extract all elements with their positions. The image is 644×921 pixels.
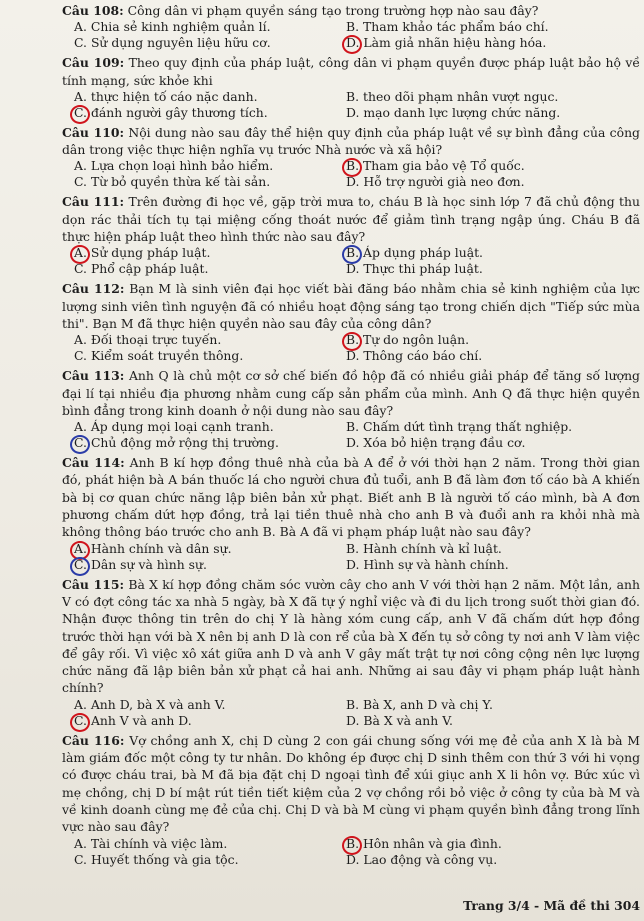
option-a[interactable]: A. Lựa chọn loại hình bảo hiểm. bbox=[74, 158, 274, 174]
option-a[interactable]: A. thực hiện tố cáo nặc danh. bbox=[74, 88, 258, 104]
option-d-circled[interactable]: D. Làm giả nhãn hiệu hàng hóa. bbox=[346, 35, 547, 51]
question-115 bbox=[62, 576, 640, 729]
option-a-circled[interactable]: A. Hành chính và dân sự. bbox=[74, 540, 232, 556]
option-d[interactable]: D. Xóa bỏ hiện trạng đầu cơ. bbox=[346, 435, 526, 451]
option-a-circled[interactable]: A. Sử dụng pháp luật. bbox=[74, 245, 211, 261]
option-d[interactable]: D. Lao động và công vụ. bbox=[346, 851, 498, 867]
question-112 bbox=[62, 280, 640, 364]
option-b-circled[interactable]: B. Áp dụng pháp luật. bbox=[346, 245, 483, 261]
options bbox=[62, 419, 640, 451]
question-stem: Câu 108: Công dân vi phạm quyền sáng tạo trong trường hợp nào sau đây? bbox=[62, 3, 539, 18]
option-c-circled[interactable]: C. đánh người gây thương tích. bbox=[74, 104, 268, 120]
question-113 bbox=[62, 367, 640, 451]
option-a[interactable]: A. Anh D, bà X và anh V. bbox=[74, 696, 226, 712]
option-a[interactable]: A. Áp dụng mọi loại cạnh tranh. bbox=[74, 419, 274, 435]
question-stem: Câu 110: Nội dung nào sau đây thể hiện quy định của pháp luật về sự bình đẳng của công dân trong việc thực hiện nghĩa vụ trước Nhà nước và xã hội? bbox=[62, 124, 640, 158]
option-b[interactable]: B. Chấm dứt tình trạng thất nghiệp. bbox=[346, 419, 573, 435]
question-stem: Câu 116: Vợ chồng anh X, chị D cùng 2 con gái chung sống với mẹ đẻ của anh X là bà M làm giám đốc một công ty tư nhân. Do không ép được chị D sinh thêm con thứ 3 với hi vọng có được cháu trai, bà M đã bịa đặt chị D ngoại tình để xúi giục anh X li hôn vợ. Bức xúc vì mẹ chồng, chị D bí mật rút tiền tiết kiệm của 2 vợ chồng rồi bỏ việc ở công ty của bà M và về kinh doanh cùng mẹ đẻ của chị. Chị D và bà M cùng vi phạm quyền bình đẳng trong lĩnh vực nào sau đây? bbox=[62, 732, 640, 835]
question-list bbox=[62, 2, 640, 871]
question-110 bbox=[62, 124, 640, 191]
option-c[interactable]: C. Từ bỏ quyền thừa kế tài sản. bbox=[74, 174, 271, 190]
option-a[interactable]: A. Chia sẻ kinh nghiệm quản lí. bbox=[74, 19, 271, 35]
option-c-circled[interactable]: C. Anh V và anh D. bbox=[74, 712, 192, 728]
option-b[interactable]: B. Bà X, anh D và chị Y. bbox=[346, 696, 493, 712]
option-d[interactable]: D. Hình sự và hành chính. bbox=[346, 556, 509, 572]
option-b[interactable]: B. theo dõi phạm nhân vượt ngục. bbox=[346, 88, 559, 104]
option-b[interactable]: B. Tham khảo tác phẩm báo chí. bbox=[346, 19, 549, 35]
options bbox=[62, 541, 640, 573]
option-c-circled[interactable]: C. Chủ động mở rộng thị trường. bbox=[74, 435, 279, 451]
option-a[interactable]: A. Tài chính và việc làm. bbox=[74, 835, 228, 851]
question-stem: Câu 113: Anh Q là chủ một cơ sở chế biến đồ hộp đã có nhiều giải pháp để tăng số lượng đại lí tại nhiều địa phương nhằm cung cấp sản phẩm của mình. Anh Q đã thực hiện quyền bình đẳng trong kinh doanh ở nội dung nào sau đây? bbox=[62, 368, 640, 418]
option-c-circled[interactable]: C. Dân sự và hình sự. bbox=[74, 556, 207, 572]
option-a[interactable]: A. Đối thoại trực tuyến. bbox=[74, 332, 222, 348]
question-stem: Câu 112: Bạn M là sinh viên đại học viết bài đăng báo nhằm chia sẻ kinh nghiệm của lực lượng sinh viên tình nguyện đã có nhiều hoạt động sáng tạo trong chiến dịch "Tiếp sức mùa thi". Bạn M đã thực hiện quyền nào sau đây của công dân? bbox=[62, 281, 640, 331]
option-d[interactable]: D. Hỗ trợ người già neo đơn. bbox=[346, 174, 525, 190]
page-footer: Trang 3/4 - Mã đề thi 304 bbox=[463, 898, 640, 913]
options bbox=[62, 89, 640, 121]
question-stem: Câu 111: Trên đường đi học về, gặp trời mưa to, cháu B là học sinh lớp 7 đã chủ động thu dọn rác thải tích tụ tại miệng cống thoát nước để giảm tình trạng ngập úng. Cháu B đã thực hiện pháp luật theo hình thức nào sau đây? bbox=[62, 194, 640, 245]
options bbox=[62, 245, 640, 277]
option-b-circled[interactable]: B. Tự do ngôn luận. bbox=[346, 332, 470, 348]
options bbox=[62, 158, 640, 190]
option-d[interactable]: D. Thông cáo báo chí. bbox=[346, 348, 483, 364]
question-116 bbox=[62, 732, 640, 868]
options bbox=[62, 697, 640, 729]
question-stem: Câu 115: Bà X kí hợp đồng chăm sóc vườn cây cho anh V với thời hạn 2 năm. Một lần, anh V có đợt công tác xa nhà 5 ngày, bà X đã tự ý nghỉ việc và đi du lịch trong suốt thời gian đó. Nhận được thông tin trên do chị Y là hàng xóm cung cấp, anh V đã chấm dứt hợp đồng trước thời hạn với bà X nên bị anh D là con rể của bà X đến tụ sở công ty nơi anh V làm việc để gây rối. Vì việc xô xát giữa anh D và anh V gây mất trật tự nơi công cộng nên lực lượng chức năng đã lập biên bản xử phạt cả hai anh. Những ai sau đây vi phạm pháp luật hành chính? bbox=[62, 576, 640, 696]
question-109 bbox=[62, 54, 640, 121]
options bbox=[62, 332, 640, 364]
option-d[interactable]: D. Bà X và anh V. bbox=[346, 712, 453, 728]
question-111 bbox=[62, 193, 640, 277]
options bbox=[62, 19, 640, 51]
option-c[interactable]: C. Sử dụng nguyên liệu hữu cơ. bbox=[74, 35, 271, 51]
question-108 bbox=[62, 2, 640, 51]
option-d[interactable]: D. Thực thi pháp luật. bbox=[346, 261, 483, 277]
option-b[interactable]: B. Hành chính và kỉ luật. bbox=[346, 540, 502, 556]
question-stem: Câu 109: Theo quy định của pháp luật, công dân vi phạm quyền được pháp luật bảo hộ về tính mạng, sức khỏe khi bbox=[62, 55, 640, 88]
option-c[interactable]: C. Phổ cập pháp luật. bbox=[74, 261, 209, 277]
option-d[interactable]: D. mạo danh lực lượng chức năng. bbox=[346, 104, 561, 120]
question-stem: Câu 114: Anh B kí hợp đồng thuê nhà của bà A để ở với thời hạn 2 năm. Trong thời gian đó, phát hiện bà A bán thuốc lá cho người chưa đủ tuổi, anh B đã làm đơn tố cáo bà A khiến bà bị cơ quan chức năng lập biên bản xử phạt. Biết anh B là người tố cáo mình, bà A đơn phương chấm dứt hợp đồng, trả lại tiền thuê nhà cho anh B và đuổi anh ra khỏi nhà mà không thông báo trước cho anh B. Bà A đã vi phạm pháp luật nào sau đây? bbox=[62, 455, 640, 540]
options bbox=[62, 836, 640, 868]
option-c[interactable]: C. Huyết thống và gia tộc. bbox=[74, 851, 239, 867]
option-c[interactable]: C. Kiểm soát truyền thông. bbox=[74, 348, 244, 364]
option-b-circled[interactable]: B. Tham gia bảo vệ Tổ quốc. bbox=[346, 158, 525, 174]
option-b-circled[interactable]: B. Hôn nhân và gia đình. bbox=[346, 835, 502, 851]
question-114 bbox=[62, 454, 640, 572]
